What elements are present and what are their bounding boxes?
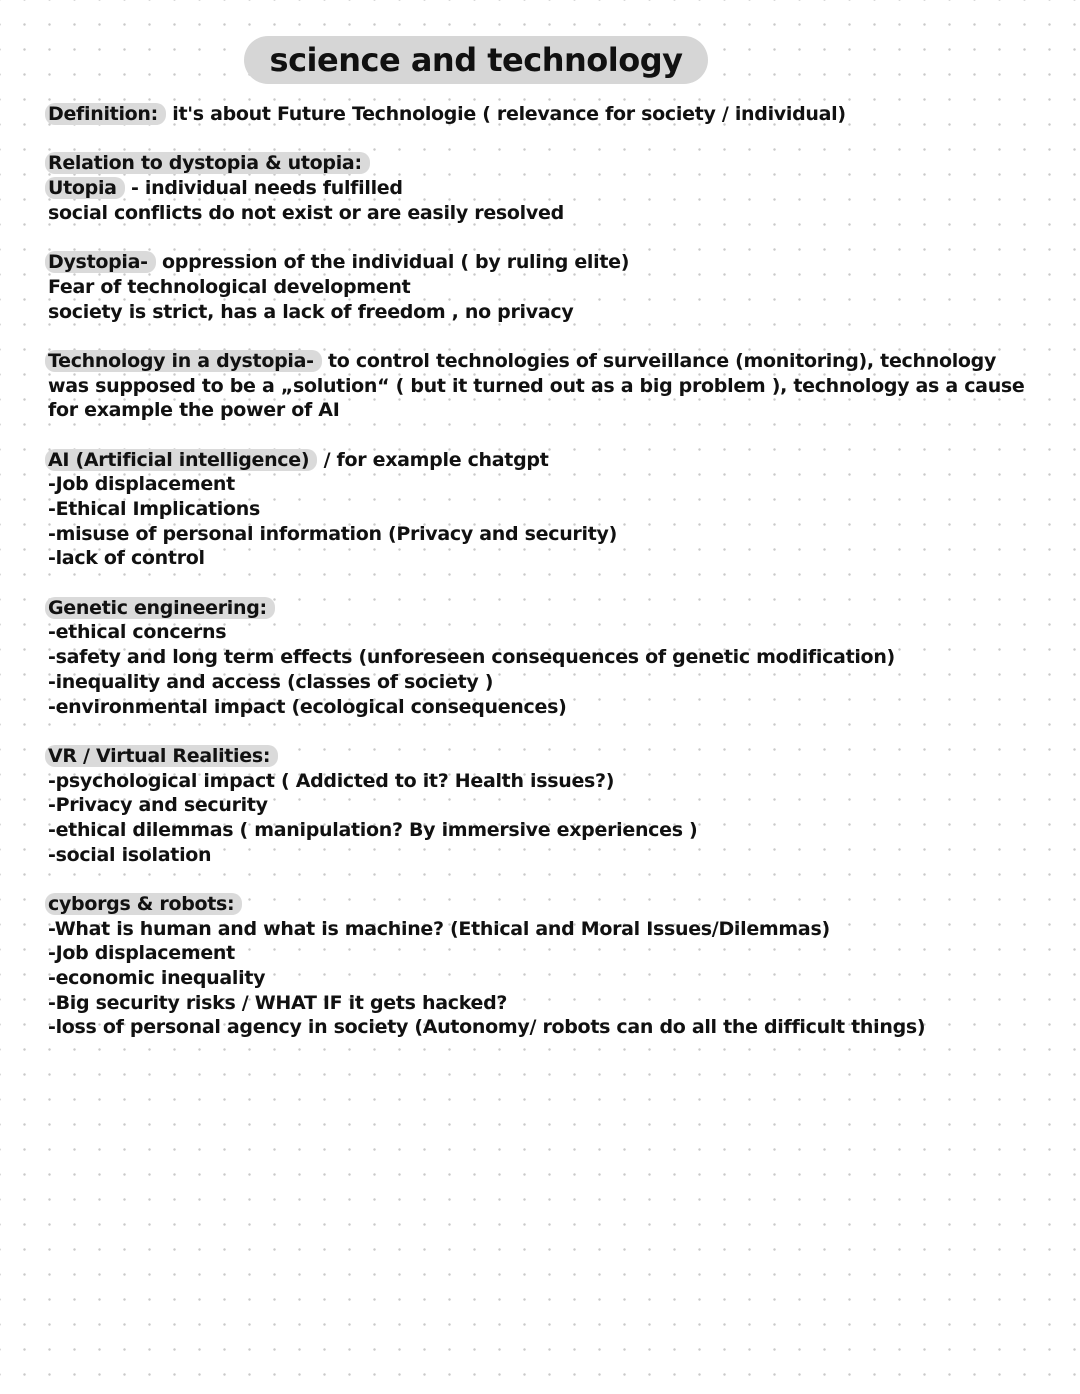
vr-heading-line xyxy=(48,744,1048,769)
utopia-label: Utopia xyxy=(45,177,125,199)
definition-line xyxy=(48,102,1048,127)
spacer xyxy=(48,127,1048,152)
list-item: -loss of personal agency in society (Autonomy/ robots can do all the difficult things) xyxy=(48,1016,926,1039)
list-item: -ethical dilemmas ( manipulation? By immersive experiences ) xyxy=(48,818,698,841)
vr-label: VR / Virtual Realities: xyxy=(45,745,278,767)
list-item: -What is human and what is machine? (Ethical and Moral Issues/Dilemmas) xyxy=(48,917,830,940)
dystopia-text: oppression of the individual ( by ruling elite) xyxy=(155,251,630,274)
list-item: -lack of control xyxy=(48,547,205,570)
tech-dystopia-line-2: was supposed to be a „solution“ ( but it turned out as a big problem ), technology as a cause xyxy=(48,374,1025,397)
list-item: -Privacy and security xyxy=(48,794,268,817)
spacer xyxy=(48,867,1048,892)
utopia-line xyxy=(48,176,1048,201)
spacer xyxy=(48,719,1048,744)
genetic-heading-line xyxy=(48,596,1048,621)
tech-dystopia-label: Technology in a dystopia- xyxy=(45,350,322,372)
dystopia-line-3: society is strict, has a lack of freedom , no privacy xyxy=(48,300,574,323)
definition-label: Definition: xyxy=(45,103,166,125)
tech-dystopia-line xyxy=(48,349,1048,374)
page-title: science and technology xyxy=(269,41,683,79)
list-item: -economic inequality xyxy=(48,967,266,990)
dystopia-line xyxy=(48,250,1048,275)
list-item: -Job displacement xyxy=(48,942,235,965)
dystopia-label: Dystopia- xyxy=(45,251,156,273)
title-banner xyxy=(244,36,708,84)
list-item: -safety and long term effects (unforeseen consequences of genetic modification) xyxy=(48,646,895,669)
tech-dystopia-text: to control technologies of surveillance (monitoring), technology xyxy=(321,349,997,372)
definition-text: it's about Future Technologie ( relevance for society / individual) xyxy=(165,103,846,125)
ai-label: AI (Artificial intelligence) xyxy=(45,449,317,471)
cyborgs-label: cyborgs & robots: xyxy=(45,893,242,915)
dystopia-line-2: Fear of technological development xyxy=(48,275,411,298)
list-item: -Big security risks / WHAT IF it gets hacked? xyxy=(48,991,508,1014)
ai-text: / for example chatgpt xyxy=(317,448,549,471)
list-item: -psychological impact ( Addicted to it? Health issues?) xyxy=(48,769,615,792)
relation-heading-line xyxy=(48,151,1048,176)
spacer xyxy=(48,324,1048,349)
tech-dystopia-line-3: for example the power of AI xyxy=(48,399,340,422)
utopia-line-2: social conflicts do not exist or are easily resolved xyxy=(48,201,564,224)
list-item: -environmental impact (ecological consequences) xyxy=(48,695,567,718)
list-item: -social isolation xyxy=(48,843,212,866)
list-item: -Job displacement xyxy=(48,473,235,496)
ai-heading-line xyxy=(48,448,1048,473)
relation-heading: Relation to dystopia & utopia: xyxy=(45,152,370,174)
list-item: -inequality and access (classes of society ) xyxy=(48,670,494,693)
spacer xyxy=(48,423,1048,448)
list-item: -Ethical Implications xyxy=(48,498,260,520)
notes-body xyxy=(48,102,1048,1040)
spacer xyxy=(48,225,1048,250)
list-item: -misuse of personal information (Privacy and security) xyxy=(48,522,617,545)
cyborgs-heading-line xyxy=(48,892,1048,917)
utopia-text: - individual needs fulfilled xyxy=(124,177,403,200)
list-item: -ethical concerns xyxy=(48,621,227,644)
genetic-label: Genetic engineering: xyxy=(45,597,275,619)
spacer xyxy=(48,571,1048,596)
